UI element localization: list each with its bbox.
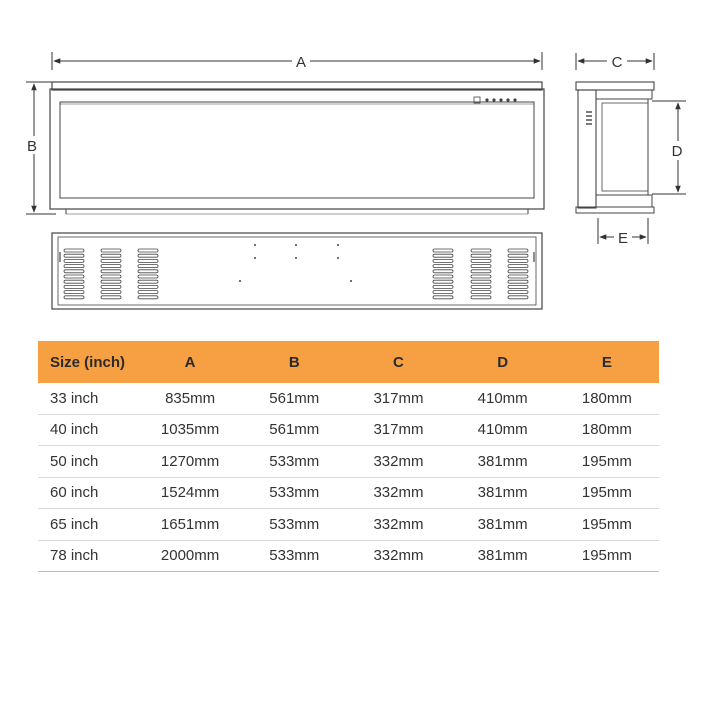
header-b: B (242, 341, 346, 383)
cell-b: 561mm (242, 414, 346, 446)
cell-c: 317mm (346, 383, 450, 414)
vent-slot (64, 270, 84, 273)
vent-slot (433, 265, 453, 268)
cell-b: 533mm (242, 446, 346, 478)
vent-slot (471, 280, 491, 283)
cell-d: 381mm (451, 477, 555, 509)
vent-slot (471, 259, 491, 262)
cell-size: 60 inch (38, 477, 138, 509)
vent-slot (138, 254, 158, 257)
cell-d: 381mm (451, 509, 555, 541)
cell-d: 410mm (451, 414, 555, 446)
cell-c: 332mm (346, 509, 450, 541)
table-row (38, 477, 659, 509)
table-header-row (38, 341, 659, 383)
cell-size: 78 inch (38, 540, 138, 572)
vent-slot (433, 296, 453, 299)
table-row (38, 414, 659, 446)
vent-slot (101, 259, 121, 262)
dimension-a-label: A (295, 54, 307, 71)
vent-slot (433, 270, 453, 273)
cell-d: 410mm (451, 383, 555, 414)
vent-slot (64, 296, 84, 299)
header-size: Size (inch) (38, 341, 138, 383)
vent-slot (138, 275, 158, 278)
cell-b: 561mm (242, 383, 346, 414)
vent-slot (508, 275, 528, 278)
vent-slot (471, 265, 491, 268)
cell-d: 381mm (451, 540, 555, 572)
vent-slot (101, 291, 121, 294)
vent-slot (508, 285, 528, 288)
vent-slot (138, 265, 158, 268)
vent-slot (508, 280, 528, 283)
vent-slot (471, 291, 491, 294)
cell-b: 533mm (242, 509, 346, 541)
cell-e: 180mm (555, 414, 659, 446)
cell-a: 1270mm (138, 446, 242, 478)
cell-c: 317mm (346, 414, 450, 446)
vent-slot (508, 270, 528, 273)
vent-slot (433, 285, 453, 288)
cell-size: 50 inch (38, 446, 138, 478)
cell-e: 180mm (555, 383, 659, 414)
cell-c: 332mm (346, 540, 450, 572)
table-row (38, 540, 659, 572)
vent-slot (138, 249, 158, 252)
vent-slot (64, 275, 84, 278)
vent-slot (508, 259, 528, 262)
vent-slot (101, 296, 121, 299)
cell-d: 381mm (451, 446, 555, 478)
vent-slot (471, 254, 491, 257)
table-row (38, 446, 659, 478)
cell-size: 65 inch (38, 509, 138, 541)
dimension-e-label: E (617, 230, 629, 247)
table-row (38, 509, 659, 541)
vent-slot (64, 280, 84, 283)
cell-e: 195mm (555, 509, 659, 541)
vent-slot (138, 285, 158, 288)
vent-slot (471, 249, 491, 252)
vent-slot (101, 254, 121, 257)
cell-a: 2000mm (138, 540, 242, 572)
cell-a: 1035mm (138, 414, 242, 446)
vent-slot (101, 275, 121, 278)
cell-c: 332mm (346, 446, 450, 478)
cell-c: 332mm (346, 477, 450, 509)
header-a: A (138, 341, 242, 383)
cell-b: 533mm (242, 477, 346, 509)
fireplace-technical-drawing (0, 0, 720, 330)
cell-size: 33 inch (38, 383, 138, 414)
vent-slot (508, 254, 528, 257)
vent-slot (471, 270, 491, 273)
vent-slot (101, 280, 121, 283)
vent-slot (138, 270, 158, 273)
vent-slot (508, 291, 528, 294)
vent-slot (471, 296, 491, 299)
front-view (50, 82, 544, 214)
cell-e: 195mm (555, 540, 659, 572)
side-view (576, 82, 654, 213)
vent-slot (433, 254, 453, 257)
vent-slot (101, 265, 121, 268)
cell-a: 835mm (138, 383, 242, 414)
cell-a: 1524mm (138, 477, 242, 509)
vent-slot (433, 249, 453, 252)
vent-slot (64, 249, 84, 252)
header-e: E (555, 341, 659, 383)
vent-slot (471, 285, 491, 288)
vent-slot (508, 265, 528, 268)
vent-slot (508, 296, 528, 299)
vent-slot (101, 270, 121, 273)
dimension-d-label: D (671, 143, 683, 160)
dimension-c-label: C (611, 54, 623, 71)
vent-slot (64, 291, 84, 294)
vent-slot (138, 259, 158, 262)
vent-slot (64, 254, 84, 257)
vent-slot (433, 259, 453, 262)
cell-size: 40 inch (38, 414, 138, 446)
back-view (52, 233, 542, 309)
cell-e: 195mm (555, 477, 659, 509)
vent-slot (138, 296, 158, 299)
size-dimensions-table (38, 341, 659, 572)
vent-slot (471, 275, 491, 278)
dimension-b-label: B (26, 138, 38, 155)
cell-a: 1651mm (138, 509, 242, 541)
vent-slot (433, 280, 453, 283)
header-d: D (451, 341, 555, 383)
header-c: C (346, 341, 450, 383)
vent-slot (101, 249, 121, 252)
vent-slot (138, 291, 158, 294)
vent-slot (508, 249, 528, 252)
vent-slot (64, 265, 84, 268)
vent-slot (101, 285, 121, 288)
cell-b: 533mm (242, 540, 346, 572)
cell-e: 195mm (555, 446, 659, 478)
vent-slot (433, 291, 453, 294)
vent-slot (433, 275, 453, 278)
vent-slot (64, 285, 84, 288)
vent-slot (64, 259, 84, 262)
vent-slot (138, 280, 158, 283)
table-row (38, 383, 659, 414)
